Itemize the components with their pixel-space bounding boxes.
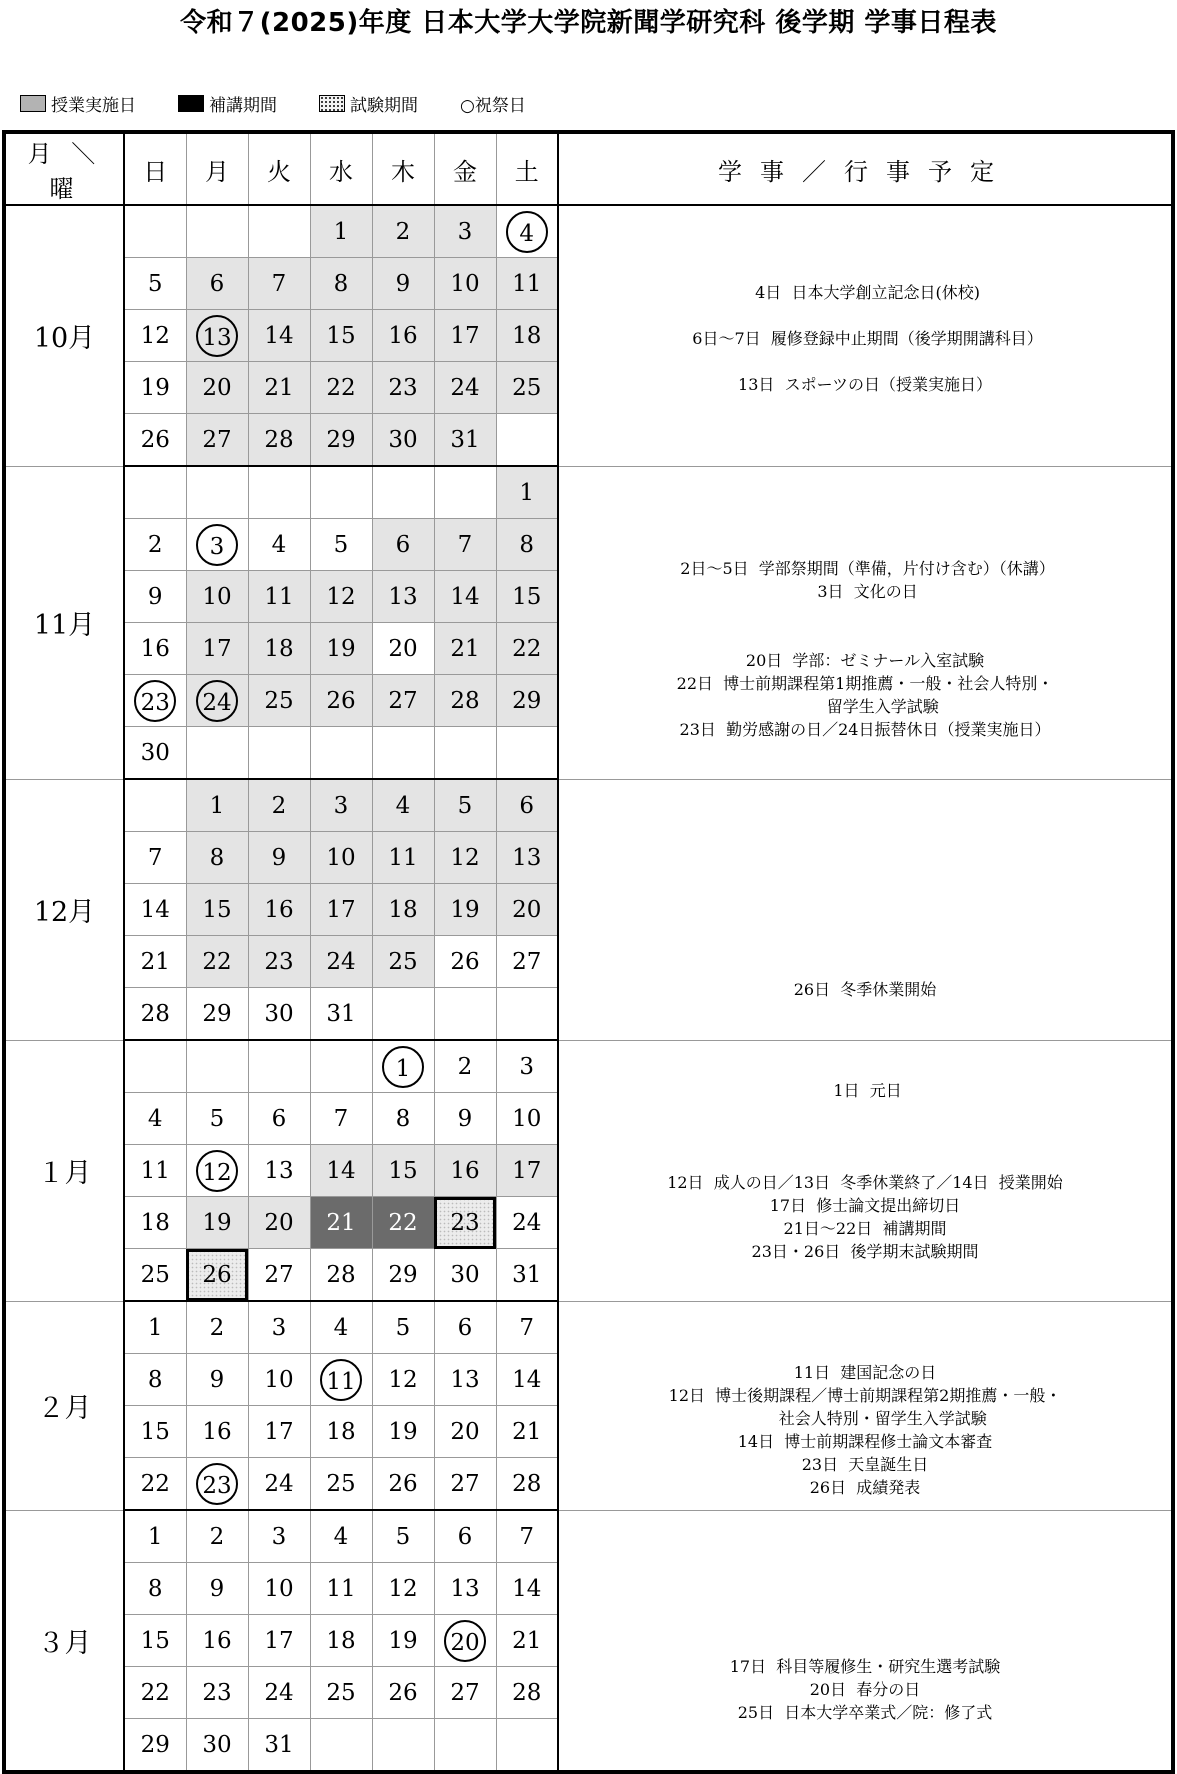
day-cell: 17 <box>496 1145 558 1197</box>
day-cell: 18 <box>496 310 558 362</box>
day-cell: 1 <box>124 1510 186 1563</box>
day-cell: 7 <box>124 832 186 884</box>
legend <box>20 90 568 116</box>
day-cell <box>186 519 248 571</box>
day-cell: 7 <box>248 258 310 310</box>
day-cell: 16 <box>124 623 186 675</box>
day-cell: 14 <box>248 310 310 362</box>
day-cell: 17 <box>434 310 496 362</box>
day-cell: 11 <box>496 258 558 310</box>
day-cell: 18 <box>310 1406 372 1458</box>
month-schedule <box>558 1040 1173 1301</box>
day-cell: 17 <box>248 1406 310 1458</box>
day-cell: 17 <box>310 884 372 936</box>
day-cell: 14 <box>496 1354 558 1406</box>
day-cell: 16 <box>248 884 310 936</box>
header-row <box>4 132 1173 205</box>
day-cell: 3 <box>496 1040 558 1093</box>
schedule-event: 12日 成人の日／13日 冬季休業終了／14日 授業開始 <box>667 1172 1063 1192</box>
holiday-circle: 13 <box>196 315 238 357</box>
day-cell: 28 <box>496 1667 558 1719</box>
day-cell <box>186 310 248 362</box>
week-row <box>4 779 1173 832</box>
day-cell: 20 <box>372 623 434 675</box>
day-cell: 29 <box>310 414 372 467</box>
day-cell <box>434 988 496 1041</box>
day-cell: 24 <box>310 936 372 988</box>
legend-holiday-label: ○祝祭日 <box>460 95 526 116</box>
day-cell: 10 <box>248 1563 310 1615</box>
day-cell: 26 <box>372 1667 434 1719</box>
day-cell: 14 <box>496 1563 558 1615</box>
day-cell: 22 <box>372 1197 434 1249</box>
holiday-circle: 4 <box>506 211 548 253</box>
schedule-event: 23日 天皇誕生日 <box>801 1454 929 1474</box>
day-cell: 15 <box>186 884 248 936</box>
month-schedule <box>558 1301 1173 1510</box>
header-wed: 水 <box>310 132 372 205</box>
day-cell: 30 <box>124 727 186 780</box>
schedule-event: 13日 スポーツの日（授業実施日） <box>738 375 992 395</box>
day-cell <box>186 727 248 780</box>
day-cell: 8 <box>496 519 558 571</box>
day-cell: 7 <box>496 1301 558 1354</box>
day-cell: 27 <box>434 1458 496 1511</box>
day-cell: 26 <box>186 1249 248 1302</box>
day-cell: 10 <box>248 1354 310 1406</box>
day-cell: 31 <box>496 1249 558 1302</box>
day-cell: 22 <box>496 623 558 675</box>
day-cell: 18 <box>372 884 434 936</box>
day-cell: 15 <box>124 1406 186 1458</box>
day-cell: 30 <box>248 988 310 1041</box>
day-cell: 4 <box>248 519 310 571</box>
schedule-event: 14日 博士前期課程修士論文本審査 <box>737 1431 993 1451</box>
day-cell <box>186 1458 248 1511</box>
week-row <box>4 1040 1173 1093</box>
day-cell: 27 <box>186 414 248 467</box>
legend-holiday <box>460 91 526 116</box>
day-cell: 4 <box>310 1510 372 1563</box>
header-schedule: 学事／行事予定 <box>558 132 1173 205</box>
makeup-swatch <box>178 95 204 112</box>
schedule-event: 4日 日本大学創立記念日(休校) <box>750 283 980 303</box>
day-cell: 25 <box>248 675 310 727</box>
day-cell: 14 <box>124 884 186 936</box>
day-cell <box>186 675 248 727</box>
day-cell: 15 <box>310 310 372 362</box>
day-cell: 16 <box>186 1615 248 1667</box>
day-cell: 29 <box>372 1249 434 1302</box>
day-cell: 14 <box>434 571 496 623</box>
day-cell: 3 <box>434 205 496 258</box>
legend-makeup-label: 補講期間 <box>209 95 277 116</box>
header-month-weekday: 月 ＼ 曜 <box>4 132 124 205</box>
holiday-circle: 23 <box>196 1463 238 1505</box>
day-cell: 30 <box>372 414 434 467</box>
day-cell: 12 <box>310 571 372 623</box>
day-cell: 12 <box>434 832 496 884</box>
legend-exam <box>319 91 418 116</box>
day-cell: 11 <box>372 832 434 884</box>
day-cell: 31 <box>310 988 372 1041</box>
day-cell: 3 <box>248 1301 310 1354</box>
month-label: 11月 <box>4 466 124 779</box>
day-cell <box>248 466 310 519</box>
schedule-event <box>559 1102 1171 1125</box>
day-cell: 26 <box>310 675 372 727</box>
month-label: ３月 <box>4 1510 124 1772</box>
schedule-event <box>559 626 1171 649</box>
day-cell: 16 <box>372 310 434 362</box>
day-cell: 18 <box>248 623 310 675</box>
schedule-event: 22日 博士前期課程第1期推薦・一般・社会人特別・ <box>676 673 1054 693</box>
day-cell: 13 <box>496 832 558 884</box>
day-cell: 27 <box>496 936 558 988</box>
day-cell: 19 <box>434 884 496 936</box>
schedule-event: 12日 博士後期課程／博士前期課程第2期推薦・一般・ <box>668 1385 1062 1405</box>
month-label: 12月 <box>4 779 124 1040</box>
day-cell <box>434 1615 496 1667</box>
schedule-event: 6日～7日 履修登録中止期間（後学期開講科目） <box>687 329 1043 349</box>
schedule-event <box>559 1125 1171 1148</box>
day-cell: 19 <box>186 1197 248 1249</box>
day-cell: 25 <box>310 1667 372 1719</box>
day-cell: 6 <box>434 1301 496 1354</box>
day-cell: 23 <box>434 1197 496 1249</box>
day-cell: 4 <box>372 779 434 832</box>
day-cell: 20 <box>248 1197 310 1249</box>
legend-class-days <box>20 91 136 116</box>
day-cell: 9 <box>124 571 186 623</box>
day-cell: 11 <box>248 571 310 623</box>
day-cell: 5 <box>310 519 372 571</box>
day-cell: 10 <box>434 258 496 310</box>
day-cell <box>124 466 186 519</box>
day-cell: 5 <box>124 258 186 310</box>
page-title: 令和７(2025)年度 日本大学大学院新聞学研究科 後学期 学事日程表 <box>180 8 997 38</box>
day-cell: 22 <box>186 936 248 988</box>
day-cell: 26 <box>124 414 186 467</box>
day-cell: 16 <box>434 1145 496 1197</box>
day-cell <box>124 1040 186 1093</box>
day-cell: 22 <box>124 1667 186 1719</box>
schedule-event: 社会人特別・留学生入学試験 <box>743 1408 987 1428</box>
day-cell: 19 <box>124 362 186 414</box>
schedule-event: 26日 冬季休業開始 <box>793 980 937 999</box>
day-cell: 21 <box>248 362 310 414</box>
day-cell: 13 <box>434 1563 496 1615</box>
day-cell: 18 <box>124 1197 186 1249</box>
schedule-event <box>559 304 1171 327</box>
day-cell <box>310 1040 372 1093</box>
day-cell: 21 <box>434 623 496 675</box>
header-tue: 火 <box>248 132 310 205</box>
day-cell: 6 <box>372 519 434 571</box>
schedule-event: 23日 勤労感謝の日／24日振替休日（授業実施日） <box>679 719 1051 739</box>
day-cell: 4 <box>310 1301 372 1354</box>
day-cell: 13 <box>248 1145 310 1197</box>
schedule-event: 26日 成績発表 <box>809 1477 921 1497</box>
day-cell <box>372 1719 434 1773</box>
day-cell: 12 <box>372 1354 434 1406</box>
schedule-event: 21日～22日 補講期間 <box>783 1218 947 1238</box>
schedule-event: 2日～5日 学部祭期間（準備，片付け含む）（休講） <box>675 558 1055 578</box>
calendar-body <box>4 205 1173 1772</box>
day-cell: 1 <box>496 466 558 519</box>
schedule-event <box>559 350 1171 373</box>
day-cell <box>310 727 372 780</box>
day-cell: 17 <box>186 623 248 675</box>
week-row <box>4 205 1173 258</box>
day-cell: 25 <box>372 936 434 988</box>
schedule-event: 17日 科目等履修生・研究生選考試験 <box>729 1656 1001 1676</box>
month-schedule <box>558 205 1173 466</box>
day-cell: 28 <box>434 675 496 727</box>
week-row <box>4 1510 1173 1563</box>
day-cell: 2 <box>248 779 310 832</box>
day-cell: 3 <box>248 1510 310 1563</box>
day-cell: 15 <box>124 1615 186 1667</box>
holiday-circle: 11 <box>320 1359 362 1401</box>
schedule-event: 11日 建国記念の日 <box>793 1362 937 1382</box>
day-cell <box>310 1354 372 1406</box>
day-cell: 8 <box>372 1093 434 1145</box>
header-mon: 月 <box>186 132 248 205</box>
day-cell <box>124 205 186 258</box>
holiday-circle: 24 <box>196 680 238 722</box>
month-schedule <box>558 779 1173 1040</box>
header-fri: 金 <box>434 132 496 205</box>
day-cell: 23 <box>248 936 310 988</box>
day-cell: 25 <box>496 362 558 414</box>
day-cell <box>186 1145 248 1197</box>
day-cell: 9 <box>186 1563 248 1615</box>
day-cell: 16 <box>186 1406 248 1458</box>
day-cell: 22 <box>124 1458 186 1511</box>
day-cell <box>372 727 434 780</box>
day-cell: 27 <box>248 1249 310 1302</box>
day-cell <box>186 466 248 519</box>
day-cell: 21 <box>496 1406 558 1458</box>
day-cell: 1 <box>124 1301 186 1354</box>
day-cell: 8 <box>124 1354 186 1406</box>
day-cell <box>124 779 186 832</box>
day-cell <box>248 1040 310 1093</box>
day-cell: 7 <box>434 519 496 571</box>
day-cell: 13 <box>372 571 434 623</box>
class-days-swatch <box>20 95 46 112</box>
day-cell: 19 <box>310 623 372 675</box>
day-cell: 20 <box>496 884 558 936</box>
day-cell: 21 <box>124 936 186 988</box>
day-cell: 25 <box>310 1458 372 1511</box>
day-cell: 5 <box>372 1510 434 1563</box>
schedule-event <box>559 1148 1171 1171</box>
holiday-circle: 20 <box>444 1620 486 1662</box>
day-cell: 9 <box>186 1354 248 1406</box>
day-cell <box>372 466 434 519</box>
day-cell <box>434 1719 496 1773</box>
header-thu: 木 <box>372 132 434 205</box>
day-cell: 28 <box>310 1249 372 1302</box>
schedule-event: 3日 文化の日 <box>812 581 918 601</box>
day-cell: 1 <box>186 779 248 832</box>
day-cell: 29 <box>186 988 248 1041</box>
schedule-event: 23日・26日 後学期末試験期間 <box>751 1241 979 1261</box>
day-cell <box>186 1040 248 1093</box>
day-cell <box>372 1040 434 1093</box>
day-cell: 12 <box>124 310 186 362</box>
day-cell: 5 <box>372 1301 434 1354</box>
calendar-table <box>2 130 1175 1774</box>
day-cell: 14 <box>310 1145 372 1197</box>
day-cell: 31 <box>434 414 496 467</box>
day-cell: 27 <box>372 675 434 727</box>
day-cell: 8 <box>310 258 372 310</box>
day-cell: 8 <box>124 1563 186 1615</box>
schedule-event: 1日 元日 <box>828 1080 902 1100</box>
schedule-event <box>559 603 1171 626</box>
day-cell: 2 <box>124 519 186 571</box>
day-cell <box>496 988 558 1041</box>
day-cell: 1 <box>310 205 372 258</box>
day-cell: 20 <box>186 362 248 414</box>
day-cell: 23 <box>372 362 434 414</box>
day-cell: 24 <box>434 362 496 414</box>
day-cell: 2 <box>186 1510 248 1563</box>
day-cell: 8 <box>186 832 248 884</box>
day-cell: 2 <box>434 1040 496 1093</box>
day-cell <box>496 205 558 258</box>
day-cell: 12 <box>372 1563 434 1615</box>
day-cell <box>496 414 558 467</box>
day-cell <box>248 727 310 780</box>
day-cell <box>434 466 496 519</box>
day-cell: 24 <box>248 1667 310 1719</box>
day-cell: 21 <box>310 1197 372 1249</box>
schedule-event: 17日 修士論文提出締切日 <box>769 1195 961 1215</box>
day-cell: 26 <box>372 1458 434 1511</box>
day-cell: 28 <box>496 1458 558 1511</box>
day-cell: 25 <box>124 1249 186 1302</box>
day-cell: 5 <box>186 1093 248 1145</box>
day-cell <box>372 988 434 1041</box>
day-cell: 4 <box>124 1093 186 1145</box>
day-cell: 26 <box>434 936 496 988</box>
legend-makeup <box>178 91 277 116</box>
day-cell: 2 <box>372 205 434 258</box>
header-sat: 土 <box>496 132 558 205</box>
month-schedule <box>558 1510 1173 1772</box>
month-label: 10月 <box>4 205 124 466</box>
day-cell <box>124 675 186 727</box>
day-cell <box>310 466 372 519</box>
day-cell: 30 <box>434 1249 496 1302</box>
day-cell: 6 <box>434 1510 496 1563</box>
day-cell: 27 <box>434 1667 496 1719</box>
day-cell: 9 <box>434 1093 496 1145</box>
day-cell: 5 <box>434 779 496 832</box>
day-cell <box>434 727 496 780</box>
day-cell <box>496 1719 558 1773</box>
day-cell: 13 <box>434 1354 496 1406</box>
day-cell: 30 <box>186 1719 248 1773</box>
day-cell: 9 <box>372 258 434 310</box>
legend-class-days-label: 授業実施日 <box>51 95 136 116</box>
day-cell: 29 <box>496 675 558 727</box>
schedule-event: 20日 春分の日 <box>809 1679 921 1699</box>
day-cell: 7 <box>310 1093 372 1145</box>
day-cell <box>310 1719 372 1773</box>
week-row <box>4 466 1173 519</box>
day-cell: 21 <box>496 1615 558 1667</box>
day-cell: 6 <box>186 258 248 310</box>
day-cell: 7 <box>496 1510 558 1563</box>
day-cell: 23 <box>186 1667 248 1719</box>
day-cell: 28 <box>124 988 186 1041</box>
exam-swatch <box>319 95 345 112</box>
day-cell <box>496 727 558 780</box>
legend-exam-label: 試験期間 <box>350 95 418 116</box>
day-cell: 18 <box>310 1615 372 1667</box>
day-cell: 31 <box>248 1719 310 1773</box>
day-cell: 20 <box>434 1406 496 1458</box>
day-cell: 24 <box>496 1197 558 1249</box>
day-cell: 19 <box>372 1406 434 1458</box>
day-cell: 29 <box>124 1719 186 1773</box>
day-cell: 10 <box>496 1093 558 1145</box>
schedule-event: 25日 日本大学卒業式／院：修了式 <box>737 1702 993 1722</box>
header-sun: 日 <box>124 132 186 205</box>
day-cell: 10 <box>310 832 372 884</box>
month-label: １月 <box>4 1040 124 1301</box>
month-label: ２月 <box>4 1301 124 1510</box>
holiday-circle: 3 <box>196 524 238 566</box>
day-cell: 28 <box>248 414 310 467</box>
month-schedule <box>558 466 1173 779</box>
day-cell: 6 <box>496 779 558 832</box>
day-cell: 17 <box>248 1615 310 1667</box>
day-cell: 19 <box>372 1615 434 1667</box>
day-cell: 11 <box>310 1563 372 1615</box>
schedule-event: 20日 学部：ゼミナール入室試験 <box>745 650 985 670</box>
day-cell: 9 <box>248 832 310 884</box>
day-cell: 11 <box>124 1145 186 1197</box>
week-row <box>4 1301 1173 1354</box>
day-cell: 24 <box>248 1458 310 1511</box>
day-cell: 6 <box>248 1093 310 1145</box>
day-cell: 2 <box>186 1301 248 1354</box>
day-cell: 15 <box>496 571 558 623</box>
day-cell: 3 <box>310 779 372 832</box>
holiday-circle: 12 <box>196 1150 238 1192</box>
holiday-circle: 23 <box>134 680 176 722</box>
day-cell <box>186 205 248 258</box>
day-cell <box>248 205 310 258</box>
holiday-circle: 1 <box>382 1046 424 1088</box>
day-cell: 22 <box>310 362 372 414</box>
day-cell: 15 <box>372 1145 434 1197</box>
day-cell: 10 <box>186 571 248 623</box>
schedule-event: 留学生入学試験 <box>791 696 939 716</box>
